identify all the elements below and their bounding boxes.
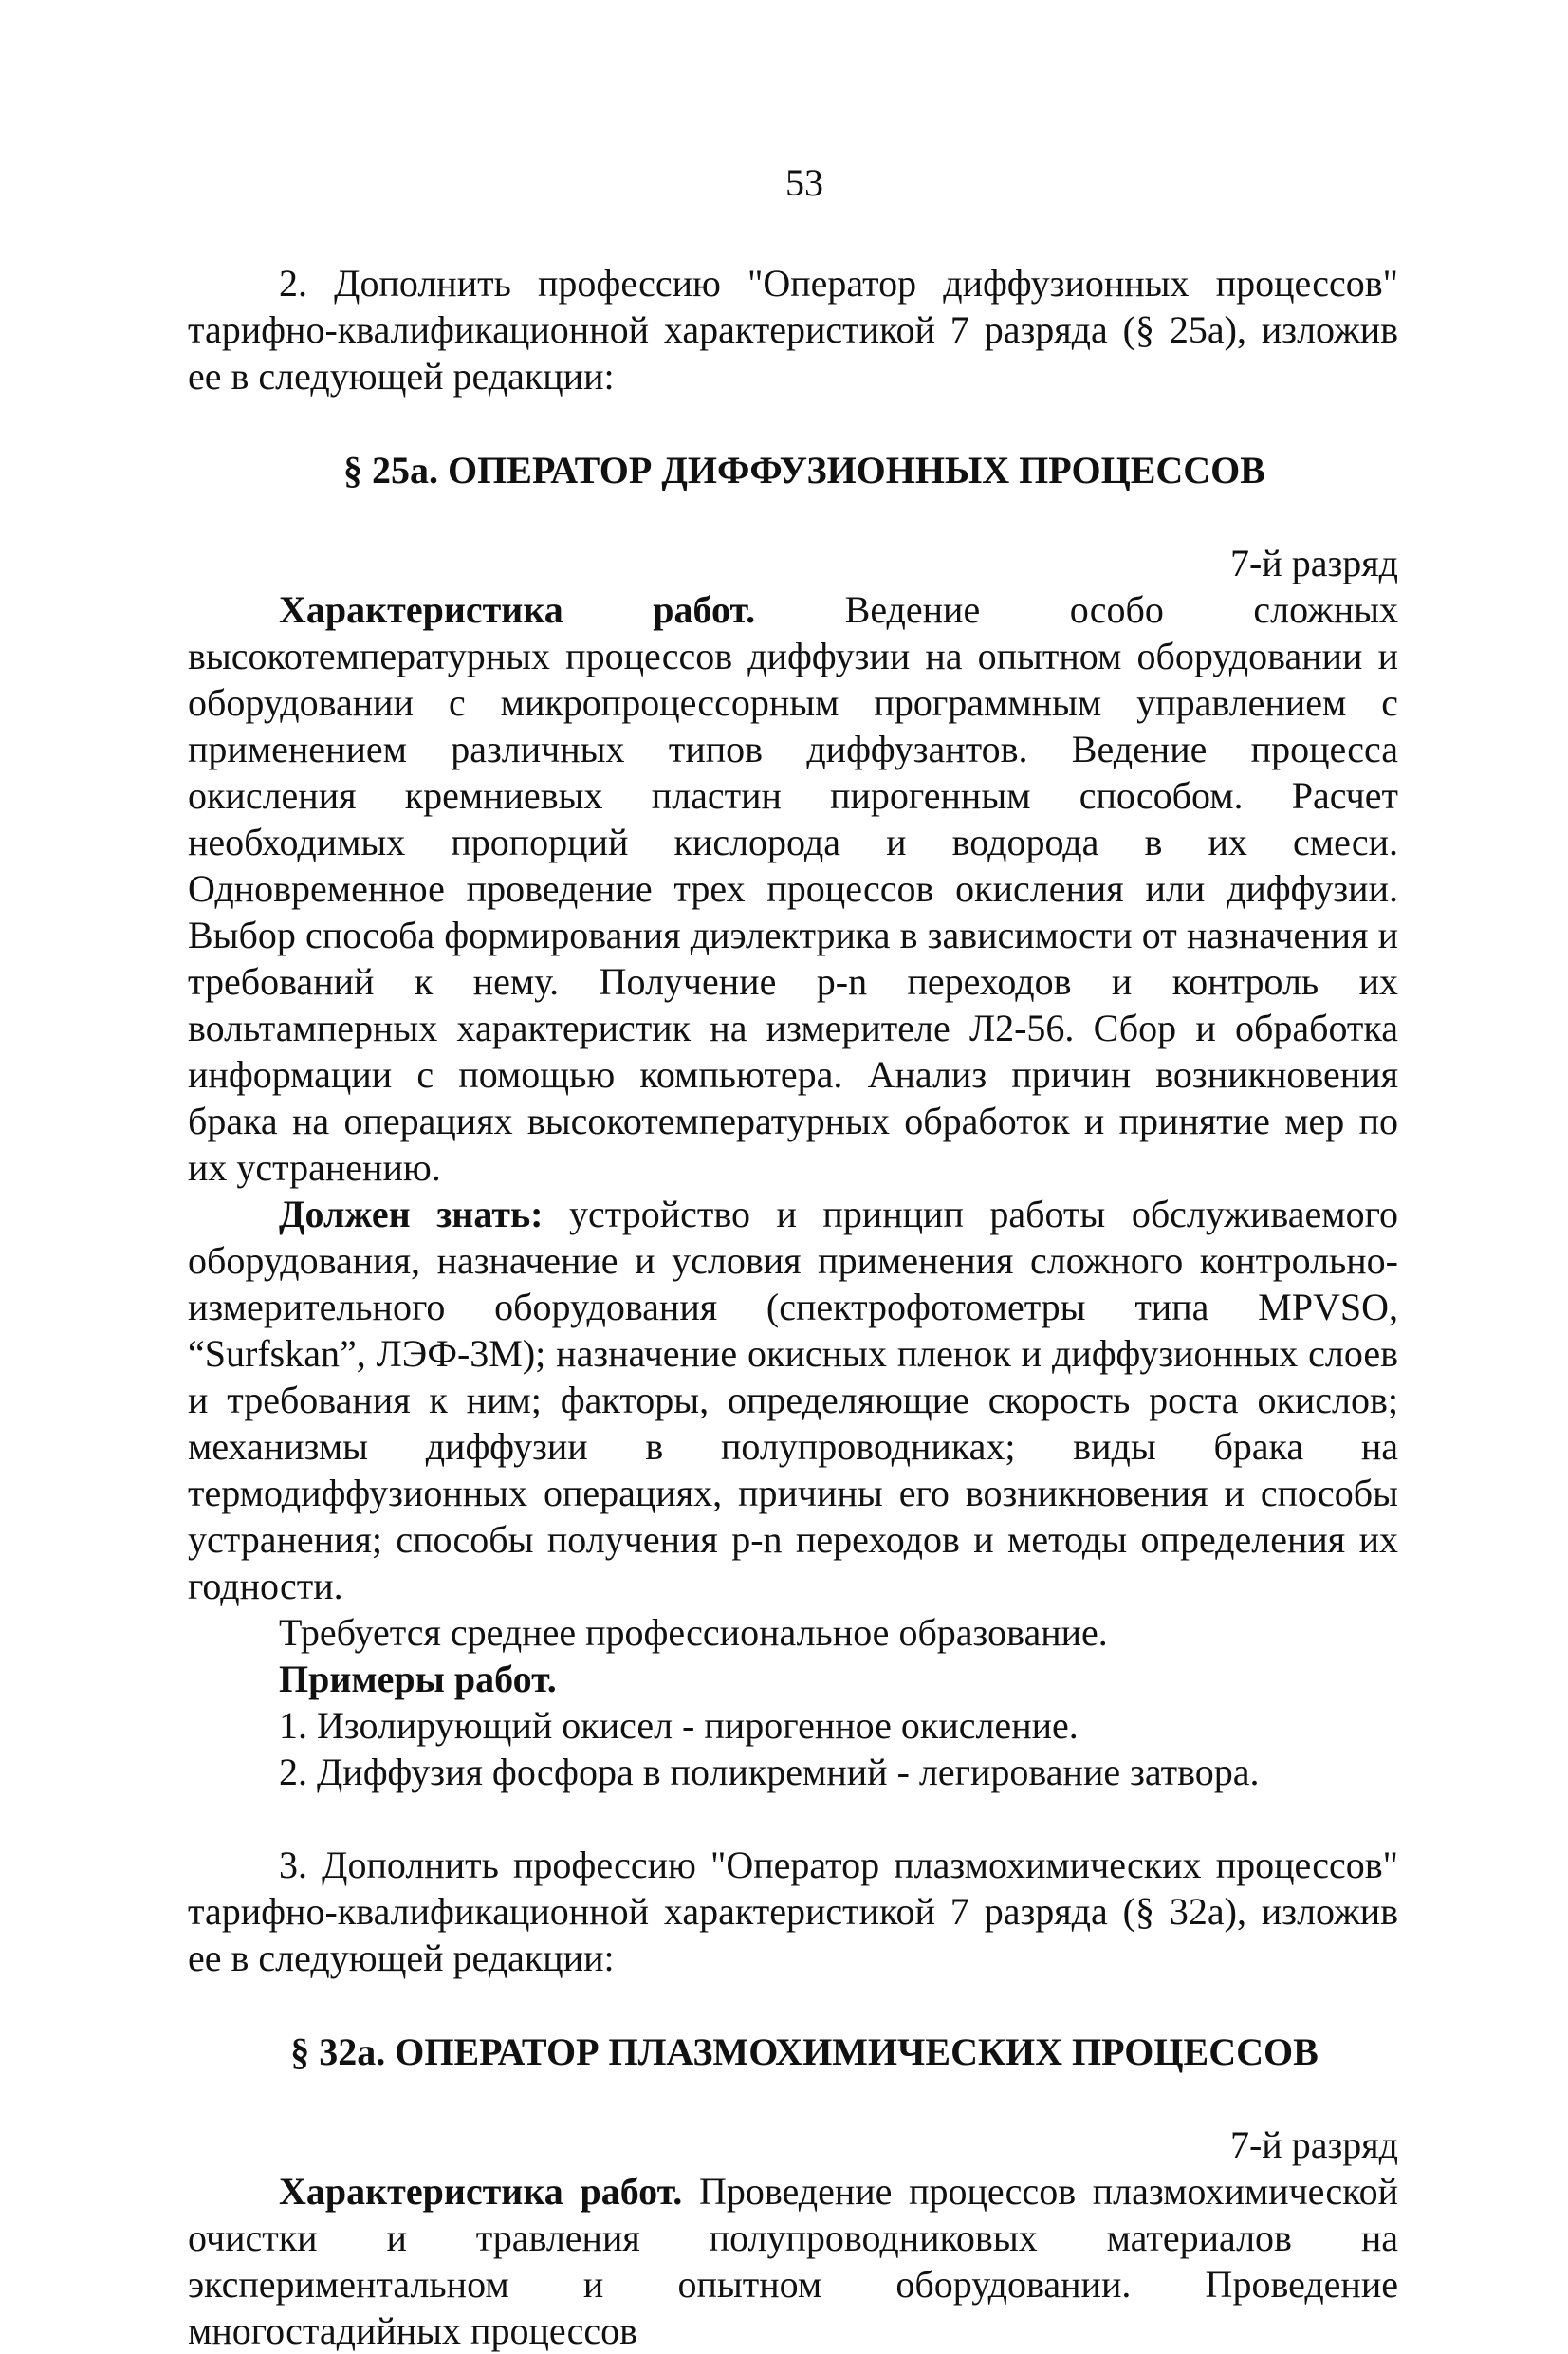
work-characteristics-label: Характеристика работ. [279, 588, 756, 631]
work-characteristics-text: Ведение особо сложных высокотемпературных процессов диффузии на опытном оборудовании и оборудовании с микропроцессорным программным управлением с применением различных типов диффузантов. Ведение процесса окисления кремниевых пластин пирогенным способом. Расчет необходимых пропорций кислорода и водорода в их смеси. Одновременное проведение трех процессов окисления или диффузии. Выбор способа формирования диэлектрика в зависимости от назначения и требований к нему. Получение p-n переходов и контроль их вольтамперных характеристик на измерителе Л2-56. Сбор и обработка информации с помощью компьютера. Анализ причин возникновения брака на операциях высокотемпературных обработок и принятие мер по их устранению. [188, 588, 1398, 1189]
section-25a-education: Требуется среднее профессиональное образование. [279, 1611, 1108, 1654]
section-25a-required-knowledge [188, 1191, 1398, 1609]
section-25a-grade: 7-й разряд [1229, 542, 1398, 584]
section-25a-example-1: 1. Изолирующий окисел - пирогенное окисление. [279, 1704, 1079, 1747]
page-number: 53 [785, 161, 823, 204]
section-32a-heading: § 32а. ОПЕРАТОР ПЛАЗМОХИМИЧЕСКИХ ПРОЦЕССОВ [290, 2030, 1319, 2073]
section-32a-work-characteristics [188, 2168, 1398, 2354]
page-content [188, 159, 1398, 2354]
required-knowledge-label: Должен знать: [279, 1193, 544, 1235]
item-2-paragraph: 2. Дополнить профессию "Оператор диффузионных процессов" тарифно-квалификационной характеристикой 7 разряда (§ 25а), изложив ее в следующей редакции: [188, 262, 1398, 398]
work-characteristics-label: Характеристика работ. [279, 2170, 683, 2213]
work-characteristics-text: Проведение процессов плазмохимической очистки и травления полупроводниковых материалов на экспериментальном и опытном оборудовании. Проведение многостадийных процессов [188, 2170, 1398, 2352]
item-3-paragraph: 3. Дополнить профессию "Оператор плазмохимических процессов" тарифно-квалификационной характеристикой 7 разряда (§ 32а), изложив ее в следующей редакции: [188, 1844, 1398, 1979]
section-25a-work-characteristics [188, 586, 1398, 1191]
section-32a-grade: 7-й разряд [1229, 2123, 1398, 2166]
required-knowledge-text: устройство и принцип работы обслуживаемого оборудования, назначение и условия применения сложного контрольно-измерительного оборудования (спектрофотометры типа MPVSO, “Surfskan”, ЛЭФ-3М); назначение окисных пленок и диффузионных слоев и требования к ним; факторы, определяющие скорость роста окислов; механизмы диффузии в полупроводниках; виды брака на термодиффузионных операциях, причины его возникновения и способы устранения; способы получения p-n переходов и методы определения их годности. [188, 1193, 1398, 1607]
section-25a-example-2: 2. Диффузия фосфора в поликремний - легирование затвора. [279, 1751, 1260, 1793]
section-25a-heading: § 25а. ОПЕРАТОР ДИФФУЗИОННЫХ ПРОЦЕССОВ [343, 449, 1265, 491]
section-25a-examples-label: Примеры работ. [279, 1658, 557, 1700]
